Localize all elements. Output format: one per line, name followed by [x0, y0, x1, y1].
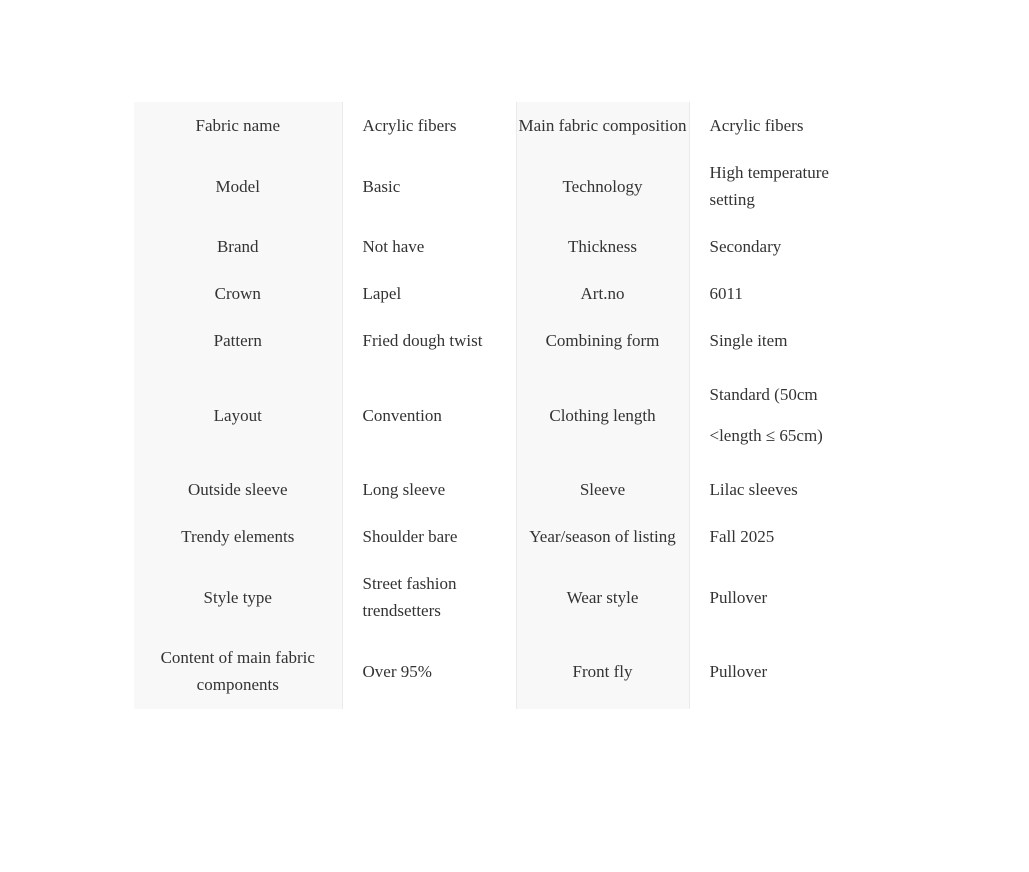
- table-row: [134, 223, 856, 270]
- table-row: [134, 270, 856, 317]
- spec-label: Clothing length: [516, 364, 689, 466]
- spec-label: Model: [134, 149, 342, 223]
- spec-value: Lilac sleeves: [689, 466, 856, 513]
- spec-value: Shoulder bare: [342, 513, 516, 560]
- product-spec-table: [134, 102, 856, 709]
- spec-label: Fabric name: [134, 102, 342, 149]
- spec-value: Fried dough twist: [342, 317, 516, 364]
- spec-label: Trendy elements: [134, 513, 342, 560]
- spec-label: Front fly: [516, 634, 689, 709]
- spec-value: Acrylic fibers: [689, 102, 856, 149]
- spec-value: Standard (50cm <length ≤ 65cm): [689, 364, 856, 466]
- spec-value: Over 95%: [342, 634, 516, 709]
- spec-label: Brand: [134, 223, 342, 270]
- table-row: [134, 560, 856, 634]
- spec-value: 6011: [689, 270, 856, 317]
- spec-label: Pattern: [134, 317, 342, 364]
- spec-value: Not have: [342, 223, 516, 270]
- spec-value: Long sleeve: [342, 466, 516, 513]
- spec-value: Street fashion trendsetters: [342, 560, 516, 634]
- spec-value: Acrylic fibers: [342, 102, 516, 149]
- table-row: [134, 102, 856, 149]
- spec-label: Crown: [134, 270, 342, 317]
- spec-value: High temperature setting: [689, 149, 856, 223]
- spec-label: Combining form: [516, 317, 689, 364]
- table-row: [134, 634, 856, 709]
- spec-label: Art.no: [516, 270, 689, 317]
- spec-value: Pullover: [689, 560, 856, 634]
- spec-value: Convention: [342, 364, 516, 466]
- spec-value: Pullover: [689, 634, 856, 709]
- spec-label: Main fabric composition: [516, 102, 689, 149]
- table-row: [134, 317, 856, 364]
- spec-label: Outside sleeve: [134, 466, 342, 513]
- table-row: [134, 149, 856, 223]
- spec-label: Wear style: [516, 560, 689, 634]
- spec-label: Content of main fabric components: [134, 634, 342, 709]
- spec-label: Layout: [134, 364, 342, 466]
- spec-label: Technology: [516, 149, 689, 223]
- table-row: [134, 513, 856, 560]
- table-row: [134, 364, 856, 466]
- spec-value: Secondary: [689, 223, 856, 270]
- spec-value: Lapel: [342, 270, 516, 317]
- spec-label: Thickness: [516, 223, 689, 270]
- spec-label: Year/season of listing: [516, 513, 689, 560]
- spec-value: Single item: [689, 317, 856, 364]
- spec-label: Sleeve: [516, 466, 689, 513]
- spec-label: Style type: [134, 560, 342, 634]
- table-row: [134, 466, 856, 513]
- spec-value: Basic: [342, 149, 516, 223]
- spec-value: Fall 2025: [689, 513, 856, 560]
